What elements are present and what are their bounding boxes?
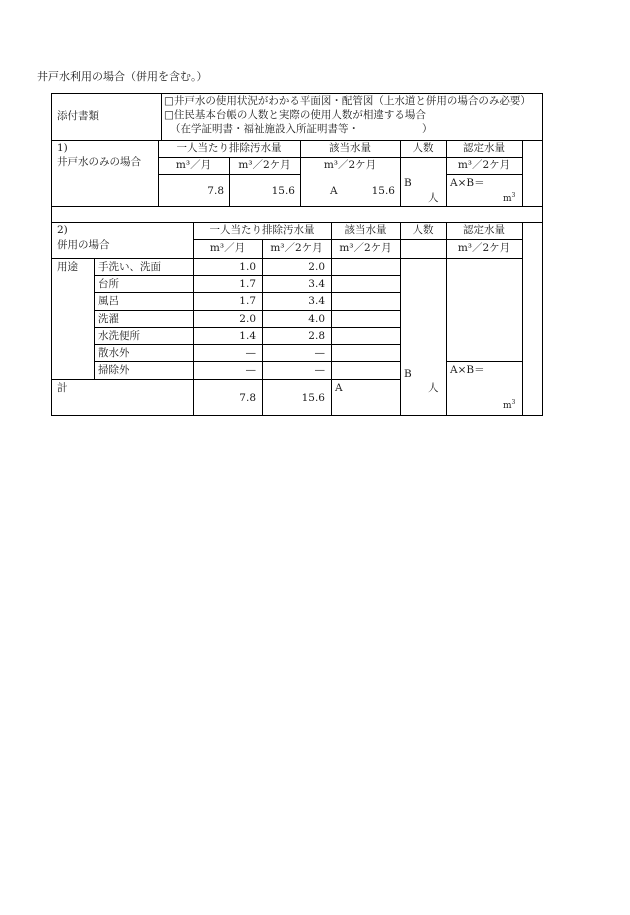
- s2-total-label: 計: [57, 382, 68, 394]
- s2-unit-2month: m³／2ケ月: [270, 242, 323, 254]
- s2-discharge-header: 一人当たり排除汚水量: [209, 224, 315, 236]
- rule: [51, 140, 543, 141]
- s1-a-value: 15.6: [371, 185, 395, 197]
- attachment-label: 添付書類: [57, 110, 99, 122]
- s1-persons-unit: 人: [428, 192, 439, 204]
- s1-div-f: [522, 140, 523, 206]
- rule: [51, 379, 400, 380]
- s1-formula: A×B＝: [450, 177, 485, 189]
- s2-b-label: B: [404, 368, 412, 380]
- attachment-item-3: （在学証明書・福祉施設入所証明書等・ ）: [170, 123, 433, 135]
- page-title: 井戸水利用の場合（併用を含む。）: [37, 70, 208, 83]
- s2-m3: $m^3$: [503, 399, 516, 411]
- s1-applicable-header: 該当水量: [329, 142, 371, 154]
- s2-div-d: [400, 222, 401, 416]
- s1-per-month: 7.8: [207, 185, 224, 197]
- s2-num: 2): [57, 224, 68, 236]
- s2-div-f: [522, 222, 523, 416]
- s2-row-2month: 2.8: [308, 330, 325, 342]
- rule: [51, 222, 543, 223]
- s2-persons-unit: 人: [428, 382, 439, 394]
- s2-row-name: 手洗い、洗面: [98, 261, 161, 273]
- s2-row-2month: —: [314, 347, 325, 359]
- s1-num: 1): [57, 142, 68, 154]
- s2-formula: A×B＝: [450, 364, 485, 376]
- s2-row-month: 1.4: [239, 330, 256, 342]
- s1-certified-unit: m³／2ケ月: [457, 159, 511, 171]
- rule: [94, 310, 400, 311]
- s1-applicable-unit: m³／2ケ月: [323, 159, 377, 171]
- s2-applicable-unit: m³／2ケ月: [339, 242, 392, 254]
- rule: [51, 258, 522, 259]
- s1-discharge-header: 一人当たり排除汚水量: [176, 142, 282, 154]
- s2-total-month: 7.8: [239, 392, 256, 404]
- s1-persons-header: 人数: [412, 142, 434, 154]
- s2-persons-header: 人数: [412, 224, 434, 236]
- s2-row-name: 掃除外: [98, 364, 130, 376]
- rule: [158, 174, 301, 175]
- s2-a-label: A: [335, 382, 343, 394]
- s2-certified-header: 認定水量: [463, 224, 505, 236]
- s2-label: 併用の場合: [57, 239, 110, 251]
- rule: [51, 206, 543, 207]
- s2-row-2month: 3.4: [308, 295, 325, 307]
- s2-total-2month: 15.6: [301, 392, 325, 404]
- s2-row-2month: —: [314, 364, 325, 376]
- rule: [193, 239, 522, 240]
- s1-per-2month: 15.6: [271, 185, 295, 197]
- rule: [446, 174, 522, 175]
- s2-certified-unit: m³／2ケ月: [457, 242, 511, 254]
- s2-row-month: —: [245, 347, 256, 359]
- s1-unit-2month: m³／2ケ月: [238, 159, 291, 171]
- rule: [94, 327, 400, 328]
- s2-row-name: 水洗便所: [98, 330, 140, 342]
- s1-m3: $m^3$: [503, 192, 516, 204]
- s1-certified-header: 認定水量: [463, 142, 505, 154]
- s2-row-month: —: [245, 364, 256, 376]
- s1-b-label: B: [404, 177, 412, 189]
- s2-row-2month: 3.4: [308, 278, 325, 290]
- rule: [446, 361, 522, 362]
- s2-row-2month: 2.0: [308, 261, 325, 273]
- s2-row-name: 洗濯: [98, 313, 119, 325]
- s1-label: 井戸水のみの場合: [57, 156, 141, 168]
- s2-row-month: 1.7: [239, 278, 256, 290]
- attachment-item-1: □井戸水の使用状況がわかる平面図・配管図（上水道と併用の場合のみ必要）: [164, 95, 531, 107]
- rule: [94, 292, 400, 293]
- rule: [94, 361, 400, 362]
- rule: [158, 157, 522, 158]
- s2-row-month: 1.7: [239, 295, 256, 307]
- s2-row-2month: 4.0: [308, 313, 325, 325]
- s2-row-month: 1.0: [239, 261, 256, 273]
- s2-row-name: 散水外: [98, 347, 130, 359]
- s2-row-name: 台所: [98, 278, 119, 290]
- s2-applicable-header: 該当水量: [344, 224, 387, 236]
- s2-row-name: 風呂: [98, 295, 119, 307]
- attachment-item-2: □住民基本台帳の人数と実際の使用人数が相違する場合: [164, 109, 426, 121]
- s2-row-month: 2.0: [239, 313, 256, 325]
- s2-use-label: 用途: [57, 261, 78, 273]
- s2-unit-month: m³／月: [209, 242, 246, 254]
- rule: [94, 344, 400, 345]
- rule: [94, 275, 400, 276]
- s1-a-label: A: [330, 185, 338, 197]
- attachment-divider: [161, 93, 162, 140]
- s1-unit-month: m³／月: [175, 159, 212, 171]
